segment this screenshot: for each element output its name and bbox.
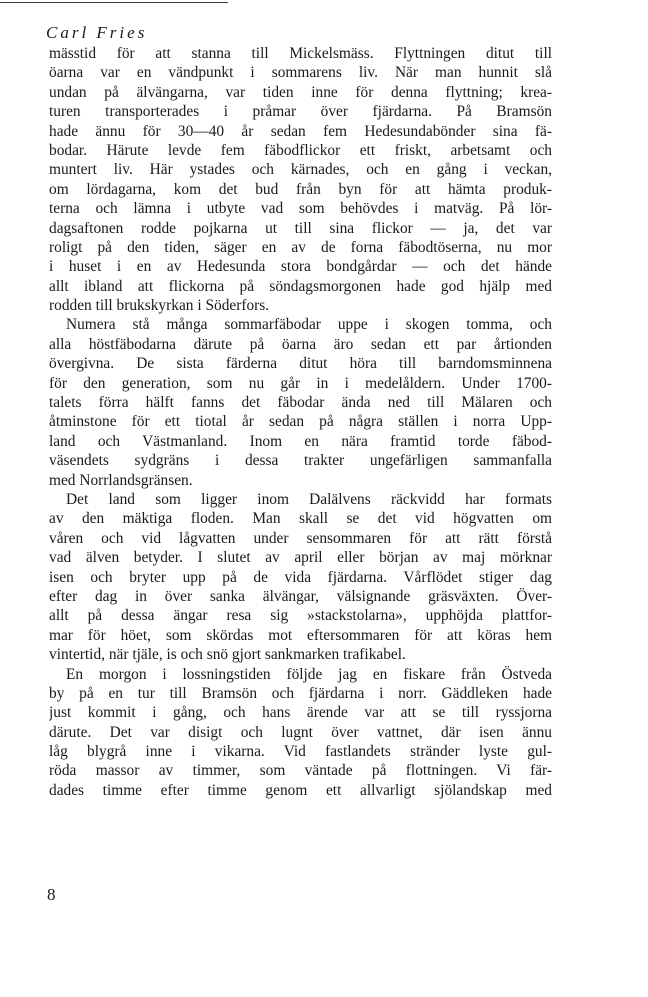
text-line: efter dag in över sanka älvängar, välsignande gräsväxten. Över- [49,587,552,605]
text-line: av den mäktiga floden. Man skall se det vid högvatten om [49,510,552,528]
text-line: just kommit i gång, och hans ärende var att se till ryssjorna [49,704,552,722]
text-line: mässtid för att stanna till Mickelsmäss. Flyttningen ditut till [49,45,552,62]
text-line: därute. Det var disigt och lugnt över vattnet, där isen ännu [49,723,552,741]
text-line: alla höstfäbodarna därute på öarna äro sedan ett par årtionden [49,335,552,353]
text-line: med Norrlandsgränsen. [49,471,193,489]
text-line: i huset i en av Hedesunda stora bondgårdar — och det hände [49,258,552,276]
text-line: åtminstone för ett tiotal år sedan på några ställen i norra Upp- [49,413,552,431]
paragraph [49,665,552,801]
text-line: isen och bryter upp på de vida fjärdarna. Vårflödet stiger dag [49,568,552,586]
text-line: terna och lämna i utbyte vad som behövdes i matväg. På lör- [49,200,552,218]
running-head: Carl Fries [46,23,148,42]
text-line: allt ibland att flickorna på söndagsmorgonen hade god hjälp med [49,277,552,295]
text-line: rodden till brukskyrkan i Söderfors. [49,297,270,315]
text-line: muntert liv. Här ystades och kärnades, och en gång i veckan, [49,161,552,179]
text-line: bodar. Härute levde fem fäbodflickor ett friskt, arbetsamt och [49,141,552,159]
text-line: Det land som ligger inom Dalälvens räckvidd har formats [66,490,552,508]
text-line: mar för höet, som skördas mot eftersommaren för att köras hem [49,626,552,644]
text-line: En morgon i lossningstiden följde jag en fiskare från Östveda [66,665,552,683]
paragraph [49,315,552,490]
paragraph [49,44,552,315]
text-line: dades timme efter timme genom ett allvarligt sjölandskap med [49,781,552,799]
text-line: dagsaftonen rodde pojkarna ut till sina flickor — ja, det var [49,219,552,237]
text-line: undan på älvängarna, var tiden inne för denna flyttning; krea- [49,83,552,101]
body-text [49,44,552,800]
text-line: för den generation, som nu går in i medelåldern. Under 1700- [49,374,552,392]
text-line: vad älven betyder. I slutet av april eller början av maj mörknar [49,549,552,567]
text-line: land och Västmanland. Inom en nära framtid torde fäbod- [49,432,552,450]
text-line: hade ännu för 30—40 år sedan fem Hedesundabönder sina fä- [49,122,552,140]
text-line: låg blygrå inne i vikarna. Vid fastlandets stränder lyste gul- [49,743,552,761]
text-line: om lördagarna, kom det bud från byn för att hämta produk- [49,180,552,198]
text-line: allt på dessa ängar resa sig »stackstolarna», upphöjda plattfor- [49,607,552,625]
text-line: Numera stå många sommarfäbodar uppe i skogen tomma, och [66,316,552,334]
text-line: väsendets sydgräns i dessa trakter ungefärligen sammanfalla [49,452,552,470]
text-line: roligt på den tiden, säger en av de forna fäbodtöserna, nu mor [49,238,552,256]
text-line: by på en tur till Bramsön och fjärdarna i norr. Gäddleken hade [49,684,552,702]
top-rule [0,2,228,3]
text-line: övergivna. De sista färderna ditut höra till barndomsminnena [49,355,552,373]
text-line: vintertid, när tjäle, is och snö gjort sankmarken trafikabel. [49,646,406,664]
text-line: talets förra hälft fanns det fäbodar ända ned till Mälaren och [49,394,552,412]
text-line: våren och vid lågvatten under sensommaren för att rätt förstå [49,529,552,547]
text-line: öarna var en vändpunkt i sommarens liv. När man hunnit slå [49,64,552,82]
text-line: röda massor av timmer, som väntade på flottningen. Vi fär- [49,762,552,780]
text-line: turen transporterades i pråmar över fjärdarna. På Bramsön [49,103,552,121]
page-number: 8 [47,885,56,904]
paragraph [49,490,552,665]
